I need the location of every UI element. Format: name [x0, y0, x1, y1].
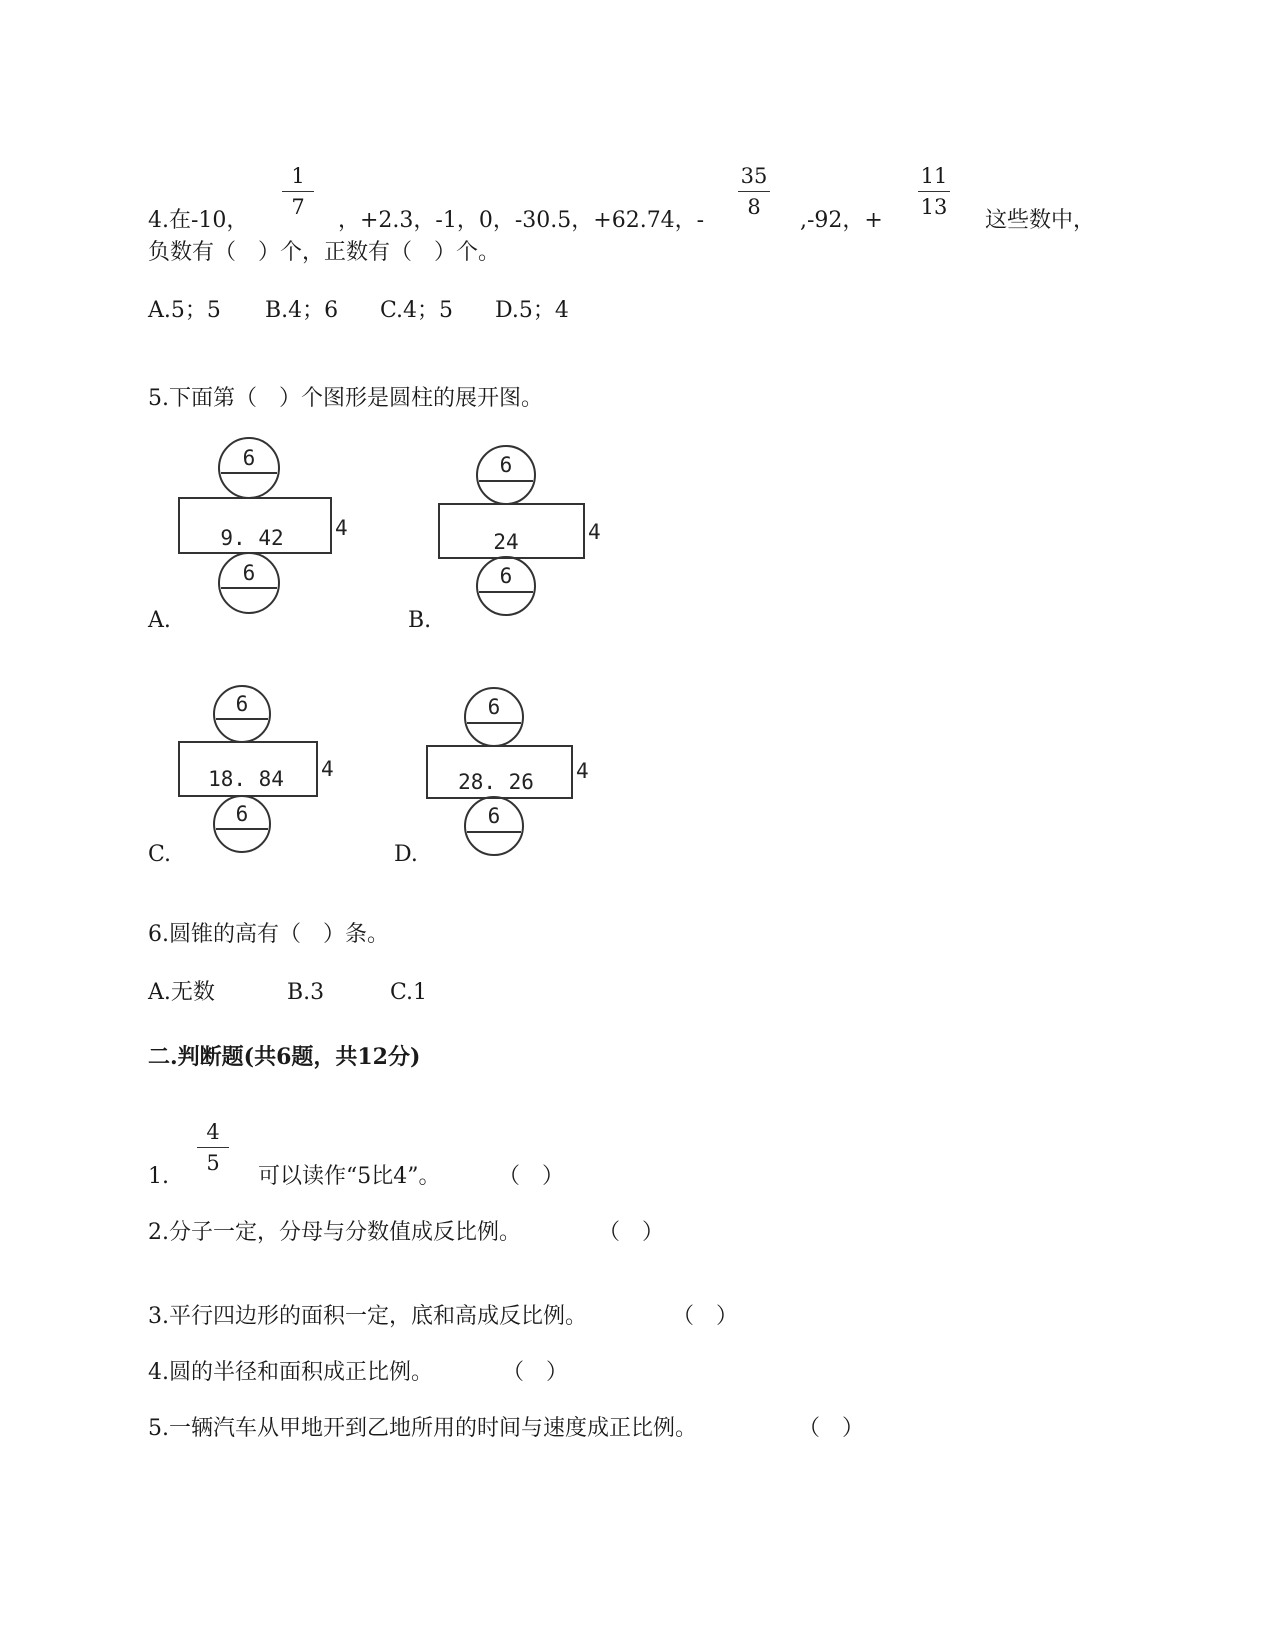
fraction-bar: [282, 191, 314, 192]
tf-item-5-blank[interactable]: （ ）: [798, 1416, 865, 1441]
q5-stem: 5.下面第（ ）个图形是圆柱的展开图。: [148, 386, 543, 411]
net-b-length: 24: [493, 530, 519, 554]
net-c-length: 18. 84: [208, 767, 284, 791]
net-d-length: 28. 26: [458, 770, 534, 794]
net-d-diameter-top: 6: [487, 695, 501, 719]
tf-item-1-text: 可以读作“5比4”。: [258, 1164, 441, 1189]
net-d-height: 4: [576, 759, 589, 783]
section-title: 二.判断题(共6题，共12分): [148, 1044, 421, 1070]
cylinder-net-d: [424, 688, 609, 874]
tf-item-1-denominator: 5: [206, 1151, 220, 1175]
q4-option-d: D.5；4: [495, 298, 569, 323]
net-b-diameter-top: 6: [499, 453, 513, 477]
net-b-diameter-bottom: 6: [499, 564, 513, 588]
q4-fraction-2-numerator: 35: [740, 164, 768, 188]
q6-stem: 6.圆锥的高有（ ）条。: [148, 922, 389, 947]
tf-item-5-text: 5.一辆汽车从甲地开到乙地所用的时间与速度成正比例。: [148, 1416, 697, 1441]
net-c-diameter-bottom: 6: [235, 802, 249, 826]
fraction-bar: [918, 191, 950, 192]
tf-item-1-numerator: 4: [206, 1120, 220, 1144]
q4-fraction-1-denominator: 7: [291, 195, 305, 219]
fraction-bar: [197, 1147, 229, 1148]
net-a-diameter-bottom: 6: [242, 561, 256, 585]
tf-item-2-text: 2.分子一定，分母与分数值成反比例。: [148, 1220, 521, 1245]
net-b-height: 4: [588, 520, 601, 544]
q5-option-d-label: D.: [394, 842, 418, 867]
q4-fraction-2-denominator: 8: [747, 195, 761, 219]
q5-option-c-label: C.: [148, 842, 172, 867]
q4-numbers-2: ,-92，+: [800, 208, 883, 233]
q4-option-c: C.4；5: [380, 298, 454, 323]
q4-option-a: A.5；5: [148, 298, 221, 323]
tf-item-2-blank[interactable]: （ ）: [598, 1220, 665, 1245]
q4-fraction-3: [914, 166, 954, 218]
q4-suffix: 这些数中，: [985, 208, 1096, 233]
net-a-diameter-top: 6: [242, 446, 256, 470]
cylinder-net-b: [436, 446, 621, 636]
q6-option-c: C.1: [390, 980, 428, 1005]
tf-item-1-fraction: [193, 1122, 233, 1174]
tf-item-1-blank[interactable]: （ ）: [498, 1164, 565, 1189]
q4-fraction-3-numerator: 11: [920, 164, 948, 188]
q4-fraction-2: [734, 166, 774, 218]
q6-option-a: A.无数: [148, 980, 215, 1005]
tf-item-3-blank[interactable]: （ ）: [672, 1304, 739, 1329]
q4-second-line: 负数有（ ）个，正数有（ ）个。: [148, 240, 501, 265]
tf-item-4-blank[interactable]: （ ）: [502, 1360, 569, 1385]
q4-option-b: B.4；6: [265, 298, 339, 323]
q6-option-b: B.3: [287, 980, 325, 1005]
net-c-diameter-top: 6: [235, 692, 249, 716]
net-a-height: 4: [335, 516, 348, 540]
fraction-bar: [738, 191, 770, 192]
q4-fraction-3-denominator: 13: [920, 195, 948, 219]
net-c-height: 4: [321, 757, 334, 781]
tf-item-4-text: 4.圆的半径和面积成正比例。: [148, 1360, 433, 1385]
q4-numbers: ，+2.3，-1，0，-30.5，+62.74，-: [338, 208, 705, 233]
cylinder-net-c: [176, 686, 351, 872]
cylinder-net-a: [176, 438, 361, 634]
net-a-length: 9. 42: [220, 526, 284, 550]
q4-fraction-1: [278, 166, 318, 218]
q4-fraction-1-numerator: 1: [291, 164, 305, 188]
tf-item-3-text: 3.平行四边形的面积一定，底和高成反比例。: [148, 1304, 587, 1329]
q5-option-a-label: A.: [148, 608, 171, 633]
q5-option-b-label: B.: [408, 608, 432, 633]
q4-prefix: 4.在-10，: [148, 208, 249, 233]
tf-item-1-number: 1.: [148, 1164, 169, 1189]
net-d-diameter-bottom: 6: [487, 804, 501, 828]
